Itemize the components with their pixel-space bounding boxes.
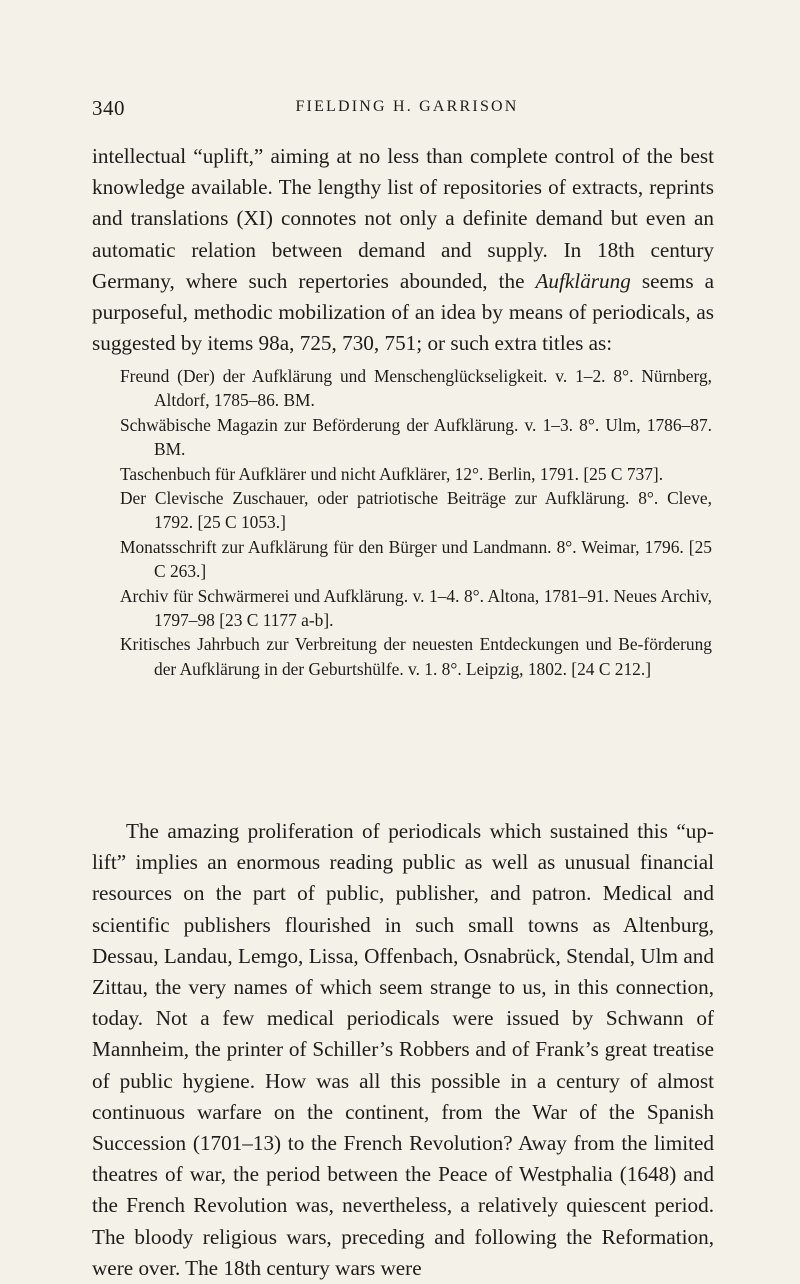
page-header	[92, 96, 722, 120]
page-number: 340	[92, 96, 125, 120]
list-item: Der Clevische Zuschauer, oder patriotische Beiträge zur Aufklärung. 8°. Cleve, 1792. [25 C 1053.]	[120, 488, 712, 533]
list-item: Kritisches Jahrbuch zur Verbreitung der neuesten Entdeckungen und Be-förderung der Aufklärung in der Geburtshülfe. v. 1. 8°. Leipzig, 1802. [24 C 212.]	[120, 634, 712, 679]
list-item: Monatsschrift zur Aufklärung für den Bürger und Landmann. 8°. Weimar, 1796. [25 C 263.]	[120, 536, 712, 582]
paragraph-1-text-b: seems a purposeful, methodic mobilization of an idea by means of periodicals, as suggested by items 98a, 725, 730, 751; or such extra titles as:	[92, 268, 715, 356]
paragraph-2: The amazing proliferation of periodicals which sustained this “up-lift” implies an enormous reading public as well as unusual financial resources on the part of public, publisher, and patron. Medical and scientific publishers flourished in such small towns as Altenburg, Dessau, Landau, Lemgo, Lissa, Offenbach, Osnabrück, Stendal, Ulm and Zittau, the very names of which seem strange to us, in this connection, today. Not a few medical periodicals were issued by Schwann of Mannheim, the printer of Schiller’s Robbers and of Frank’s great treatise of public hygiene. How was all this possible in a century of almost continuous warfare on the continent, from the War of the Spanish Succession (1701–13) to the French Revolution? Away from the limited theatres of war, the period between the Peace of Westphalia (1648) and the French Revolution was, nevertheless, a relatively quiescent period. The bloody religious wars, preceding and following the Reformation, were over. The 18th century wars were	[92, 819, 714, 1280]
italic-term: Aufklärung	[535, 268, 631, 293]
periodical-title-list	[120, 364, 712, 681]
list-item: Taschenbuch für Aufklärer und nicht Aufklärer, 12°. Berlin, 1791. [25 C 737].	[120, 463, 664, 484]
paragraph-1-text-a: intellectual “uplift,” aiming at no less than complete control of the best knowledge available. The lengthy list of repositories of extracts, reprints and translations (XI) connotes not only a definite demand but even an automatic relation between demand and supply. In 18th century Germany, where such repertories abounded, the	[92, 144, 714, 293]
paragraph-1	[92, 141, 714, 359]
list-item: Schwäbische Magazin zur Beförderung der Aufklärung. v. 1–3. 8°. Ulm, 1786–87. BM.	[120, 414, 712, 460]
list-item: Freund (Der) der Aufklärung und Menschenglückseligkeit. v. 1–2. 8°. Nürnberg, Altdorf, 1785–86. BM.	[120, 366, 712, 411]
running-head: FIELDING H. GARRISON	[295, 98, 519, 115]
list-item: Archiv für Schwärmerei und Aufklärung. v. 1–4. 8°. Altona, 1781–91. Neues Archiv, 1797–98 [23 C 1177 a-b].	[120, 585, 712, 631]
